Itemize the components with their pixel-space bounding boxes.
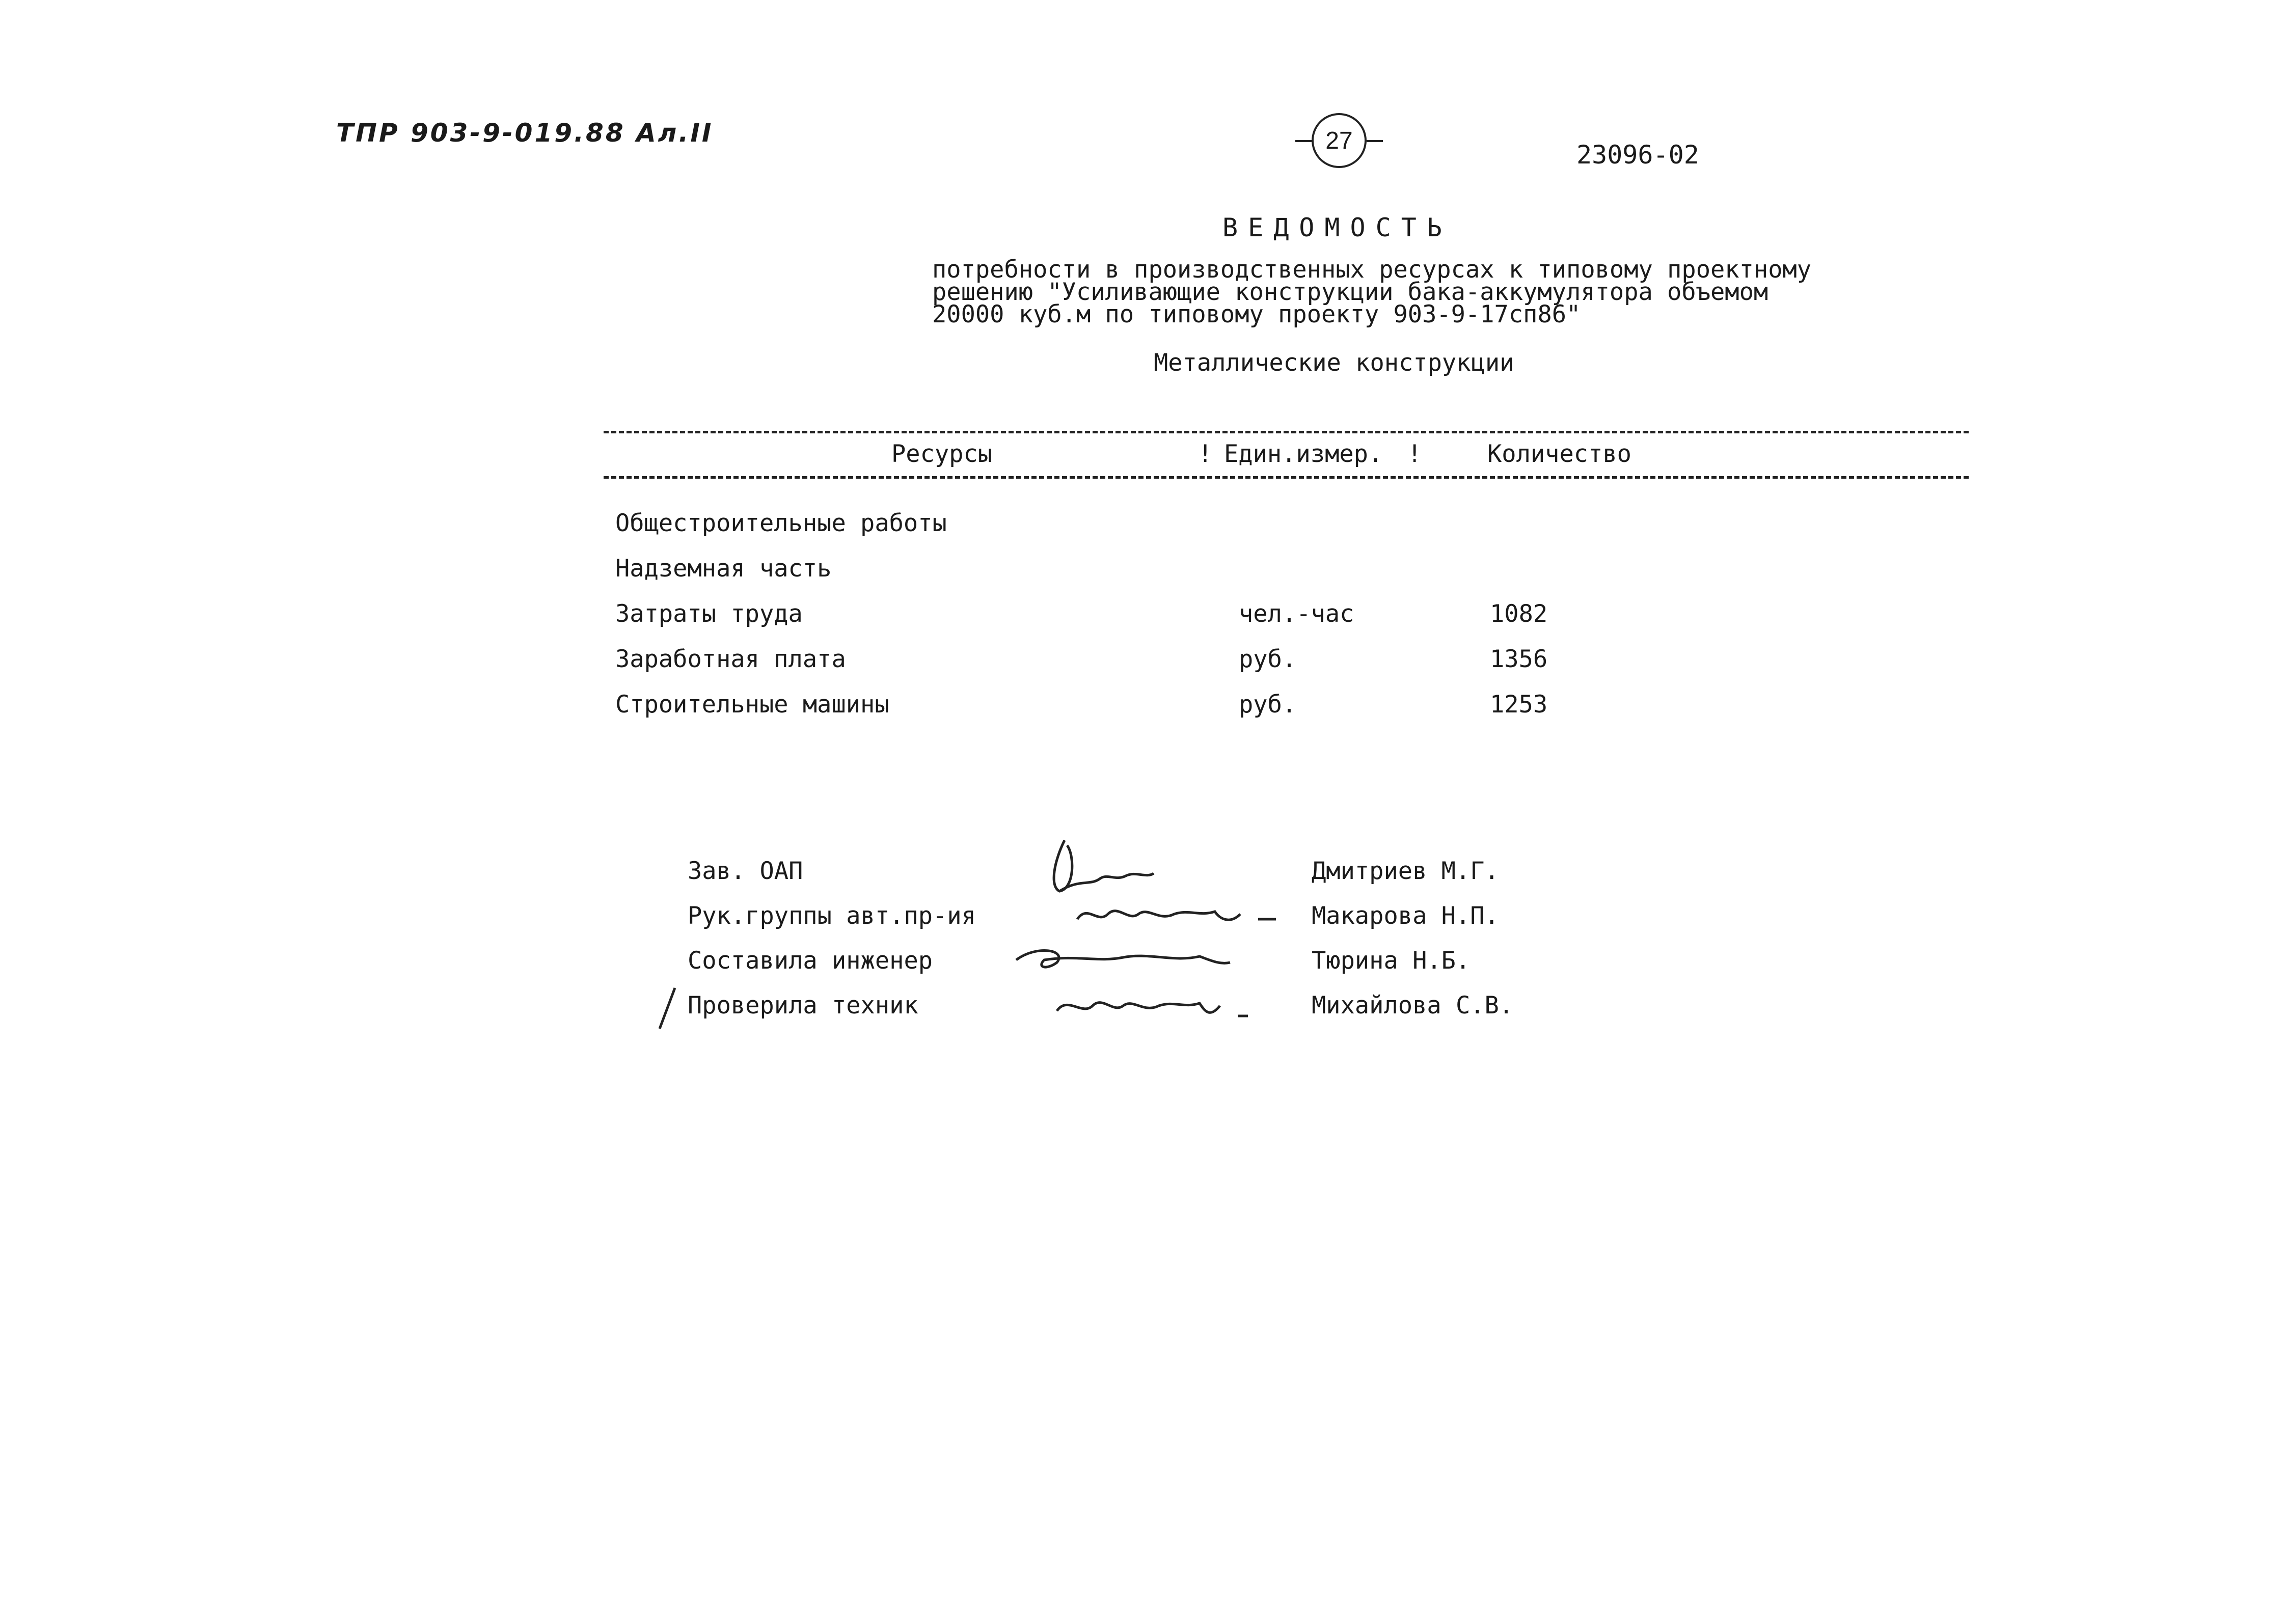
table-row-quantity: 1253	[1490, 691, 1548, 719]
document-code: ТПР 903-9-019.88 Ал.II	[336, 118, 714, 148]
table-row-label: Общестроительные работы	[615, 509, 947, 537]
page-number-dash-right	[1367, 140, 1383, 142]
check-mark-stroke	[655, 985, 680, 1031]
table-row-label: Строительные машины	[615, 691, 889, 719]
signature-handwritten	[1044, 830, 1166, 901]
signature-role: Рук.группы авт.пр-ия	[688, 902, 976, 930]
column-separator: !	[1198, 440, 1213, 468]
signature-name: Макарова Н.П.	[1312, 902, 1499, 930]
document-subtitle: потребности в производственных ресурсах к типовому проектному решению "Усиливающие конструкции бака-аккумулятора объемом 20000 куб.м по типовому проекту 903-9-17сп86"	[932, 256, 1812, 328]
column-separator: !	[1407, 440, 1422, 468]
column-header-quantity: Количество	[1487, 440, 1631, 468]
document-title: ВЕДОМОСТЬ	[1222, 213, 1452, 242]
page-number-dash-left	[1295, 140, 1312, 142]
table-row-label: Заработная плата	[615, 645, 846, 673]
signature-name: Тюрина Н.Б.	[1312, 947, 1471, 975]
table-row-label: Надземная часть	[615, 555, 832, 583]
table-row-quantity: 1082	[1490, 600, 1548, 628]
table-rule-top	[604, 431, 1969, 433]
column-header-unit: Един.измер.	[1224, 440, 1383, 468]
table-row-unit: руб.	[1239, 691, 1297, 719]
section-title: Металлические конструкции	[1154, 349, 1514, 377]
table-row-quantity: 1356	[1490, 645, 1548, 673]
signature-role: Составила инженер	[688, 947, 933, 975]
page-number	[1312, 113, 1367, 168]
column-header-resources: Ресурсы	[891, 440, 993, 468]
signature-role: Зав. ОАП	[688, 857, 803, 885]
signature-handwritten	[1006, 937, 1240, 978]
table-row-unit: руб.	[1239, 645, 1297, 673]
signature-handwritten	[1047, 983, 1261, 1029]
table-rule-header	[604, 476, 1969, 479]
page-number-value: 27	[1325, 127, 1353, 154]
signature-handwritten	[1067, 894, 1281, 934]
document-number: 23096-02	[1576, 140, 1699, 170]
signature-name: Дмитриев М.Г.	[1312, 857, 1499, 885]
signature-role: Проверила техник	[688, 992, 918, 1020]
table-row-label: Затраты труда	[615, 600, 803, 628]
table-row-unit: чел.-час	[1239, 600, 1354, 628]
signature-name: Михайлова С.В.	[1312, 992, 1514, 1020]
